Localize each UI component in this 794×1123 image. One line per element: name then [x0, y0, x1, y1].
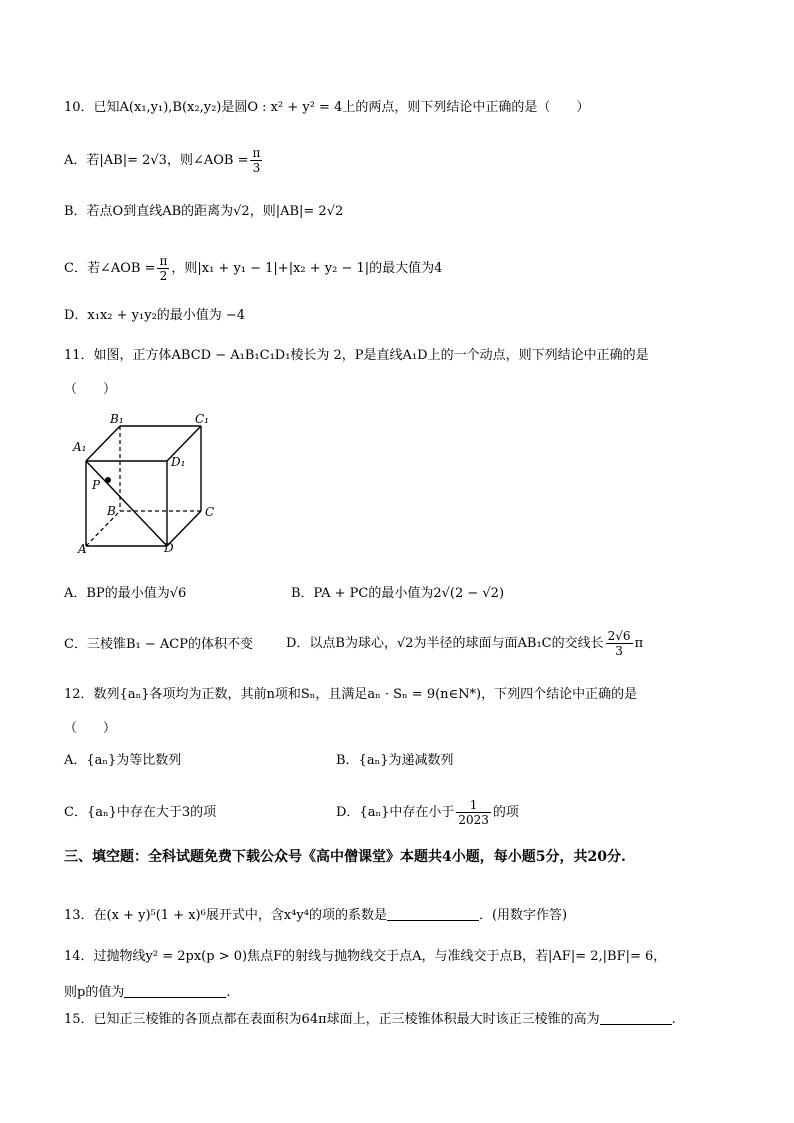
- cube-figure: [64, 404, 224, 554]
- q11-option-d-fraction: [606, 629, 633, 658]
- q11-option-c: C．三棱锥B₁ − ACP的体积不变: [64, 637, 253, 652]
- label-d1: D₁: [171, 455, 186, 469]
- q11-stem: 11．如图，正方体ABCD − A₁B₁C₁D₁棱长为 2，P是直线A₁D上的一个动点，则下列结论中正确的是: [64, 348, 649, 363]
- q12-option-d-fraction: [456, 798, 491, 827]
- label-c1: C₁: [195, 412, 209, 426]
- q10-stem: 10．已知A(x₁,y₁),B(x₂,y₂)是圆O : x² + y² = 4上的两点，则下列结论中正确的是（ ）: [64, 100, 590, 115]
- q14-line1: 14．过抛物线y² = 2px(p > 0)焦点F的射线与抛物线交于点A，与准线交于点B，若|AF|= 2,|BF|= 6，: [64, 949, 667, 964]
- q14-answer-blank[interactable]: [124, 983, 226, 998]
- fraction-numerator: π: [252, 146, 261, 160]
- q15: [64, 1010, 676, 1029]
- q12-answer-paren: （ ）: [64, 721, 117, 736]
- q14-text: 则p的值为: [64, 985, 125, 1000]
- q10-option-c-rest: ，则|x₁ + y₁ − 1|+|x₂ + y₂ − 1|的最大值为4: [171, 261, 443, 276]
- label-b: B: [107, 504, 116, 518]
- q12-option-d-rest: 的项: [492, 805, 519, 820]
- fraction-numerator: 2√6: [607, 629, 631, 643]
- q10-option-a-text: A．若|AB|= 2√3，则∠AOB =: [64, 153, 249, 168]
- q12-option-d: [336, 795, 519, 831]
- fraction-numerator: π: [159, 254, 168, 268]
- q13-tail: ．(用数字作答): [478, 908, 568, 923]
- q11-answer-paren: （ ）: [64, 382, 117, 397]
- q10-option-a: [64, 146, 264, 175]
- label-b1: B₁: [110, 412, 124, 426]
- q10-option-c: [64, 254, 442, 283]
- fraction-denominator: 3: [615, 644, 623, 658]
- q10-option-c-fraction: [157, 254, 169, 283]
- fraction-denominator: 2023: [458, 813, 489, 827]
- q12-option-c: C．{aₙ}中存在大于3的项: [64, 805, 217, 820]
- q14-line2: [64, 983, 230, 1002]
- q12-option-d-text: D．{aₙ}中存在小于: [336, 805, 455, 820]
- q10-option-c-text: C．若∠AOB =: [64, 261, 156, 276]
- q11-option-d-rest: π: [634, 636, 644, 651]
- label-p: P: [92, 478, 101, 492]
- label-c: C: [205, 505, 215, 519]
- point-p: [105, 477, 111, 483]
- q11-option-d-text: D．以点B为球心，√2为半径的球面与面AB₁C的交线长: [286, 636, 604, 651]
- q13-text: 13．在(x + y)⁵(1 + x)⁶展开式中，含x⁴y⁴的项的系数是: [64, 908, 387, 923]
- q12-option-a: A．{aₙ}为等比数列: [64, 753, 182, 768]
- fraction-denominator: 2: [159, 269, 168, 283]
- label-a1: A₁: [73, 440, 87, 454]
- q13-answer-blank[interactable]: [387, 906, 479, 921]
- q15-tail: .: [671, 1012, 676, 1027]
- q10-option-d: D．x₁x₂ + y₁y₂的最小值为 −4: [64, 308, 246, 323]
- q11-option-a: A．BP的最小值为√6: [64, 586, 187, 601]
- q12-option-b: B．{aₙ}为递减数列: [336, 753, 454, 768]
- q12-stem: 12．数列{aₙ}各项均为正数，其前n项和Sₙ，且满足aₙ · Sₙ = 9(n∈N*)，下列四个结论中正确的是: [64, 687, 638, 702]
- q11-option-b: B．PA + PC的最小值为2√(2 − √2): [291, 586, 505, 601]
- fraction-denominator: 3: [252, 161, 261, 175]
- q14-tail: .: [226, 985, 231, 1000]
- q11-option-d: [286, 626, 643, 662]
- q15-answer-blank[interactable]: [600, 1010, 672, 1025]
- q13: [64, 906, 567, 925]
- fraction-numerator: 1: [456, 798, 491, 813]
- label-d: D: [164, 541, 174, 554]
- q15-text: 15．已知正三棱锥的各顶点都在表面积为64π球面上，正三棱锥体积最大时该正三棱锥的高为: [64, 1012, 600, 1027]
- q10-option-b: B．若点O到直线AB的距离为√2，则|AB|= 2√2: [64, 204, 344, 219]
- label-a: A: [78, 542, 87, 554]
- section-heading: 三、填空题：全科试题免费下载公众号《高中僧课堂》本题共4小题，每小题5分，共20分.: [64, 849, 626, 865]
- q10-option-a-fraction: [250, 146, 262, 175]
